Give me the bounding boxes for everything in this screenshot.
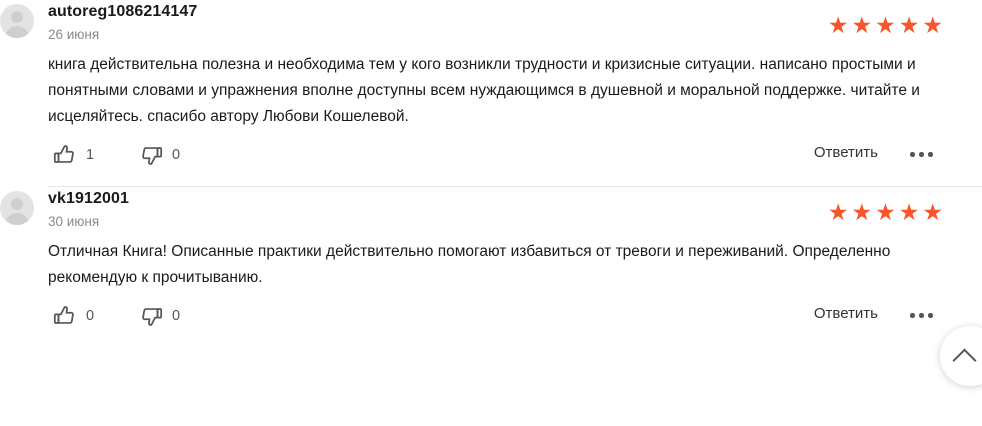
like-count: 1 — [86, 147, 95, 163]
review-header — [48, 187, 952, 233]
review-date: 26 июня — [48, 27, 100, 42]
avatar-body-icon — [5, 213, 29, 225]
dislike-count: 0 — [172, 308, 181, 324]
review-item — [0, 0, 982, 186]
dislike-button[interactable] — [138, 142, 180, 168]
avatar — [0, 4, 34, 38]
more-options-icon[interactable] — [910, 305, 938, 325]
avatar-head-icon — [11, 198, 23, 210]
reply-button[interactable]: Ответить — [813, 305, 878, 322]
rating-stars — [828, 14, 946, 37]
star-icon: ★ — [898, 12, 923, 38]
star-icon: ★ — [875, 199, 899, 225]
thumb-up-icon — [52, 142, 78, 168]
review-username[interactable]: vk1912001 — [48, 190, 129, 207]
star-icon: ★ — [875, 12, 899, 38]
review-date: 30 июня — [48, 214, 100, 229]
dislike-button[interactable] — [138, 303, 180, 329]
rating-stars — [828, 201, 946, 224]
more-options-icon[interactable] — [910, 144, 938, 164]
star-icon: ★ — [898, 199, 923, 225]
star-icon: ★ — [827, 12, 852, 38]
star-icon: ★ — [827, 199, 852, 225]
like-button[interactable] — [52, 142, 94, 168]
review-actions — [48, 130, 952, 186]
dislike-count: 0 — [172, 147, 181, 163]
star-icon: ★ — [922, 12, 946, 38]
star-icon: ★ — [922, 199, 946, 225]
thumb-down-icon — [138, 142, 164, 168]
avatar-head-icon — [11, 11, 23, 23]
star-icon: ★ — [851, 199, 876, 225]
review-item — [0, 187, 982, 347]
avatar — [0, 191, 34, 225]
review-username[interactable]: autoreg1086214147 — [48, 3, 198, 20]
like-count: 0 — [86, 308, 95, 324]
review-text: книга действительна полезна и необходима тем у кого возникли трудности и кризисные ситуации. написано простыми и понятными словами и упражнения вполне доступны всем нуждающимся в душевной и моральной поддержке. читайте и исцеляйтесь. спасибо автору Любови Кошелевой. — [48, 56, 925, 125]
chevron-up-icon — [952, 348, 976, 372]
star-icon: ★ — [851, 12, 876, 38]
review-actions — [48, 291, 952, 347]
avatar-body-icon — [5, 26, 29, 38]
thumb-up-icon — [52, 303, 78, 329]
like-button[interactable] — [52, 303, 94, 329]
thumb-down-icon — [138, 303, 164, 329]
reply-button[interactable]: Ответить — [813, 144, 878, 161]
review-header — [48, 0, 952, 46]
review-text: Отличная Книга! Описанные практики действительно помогают избавиться от тревоги и переживаний. Определенно рекомендую к прочитыванию. — [48, 243, 895, 286]
